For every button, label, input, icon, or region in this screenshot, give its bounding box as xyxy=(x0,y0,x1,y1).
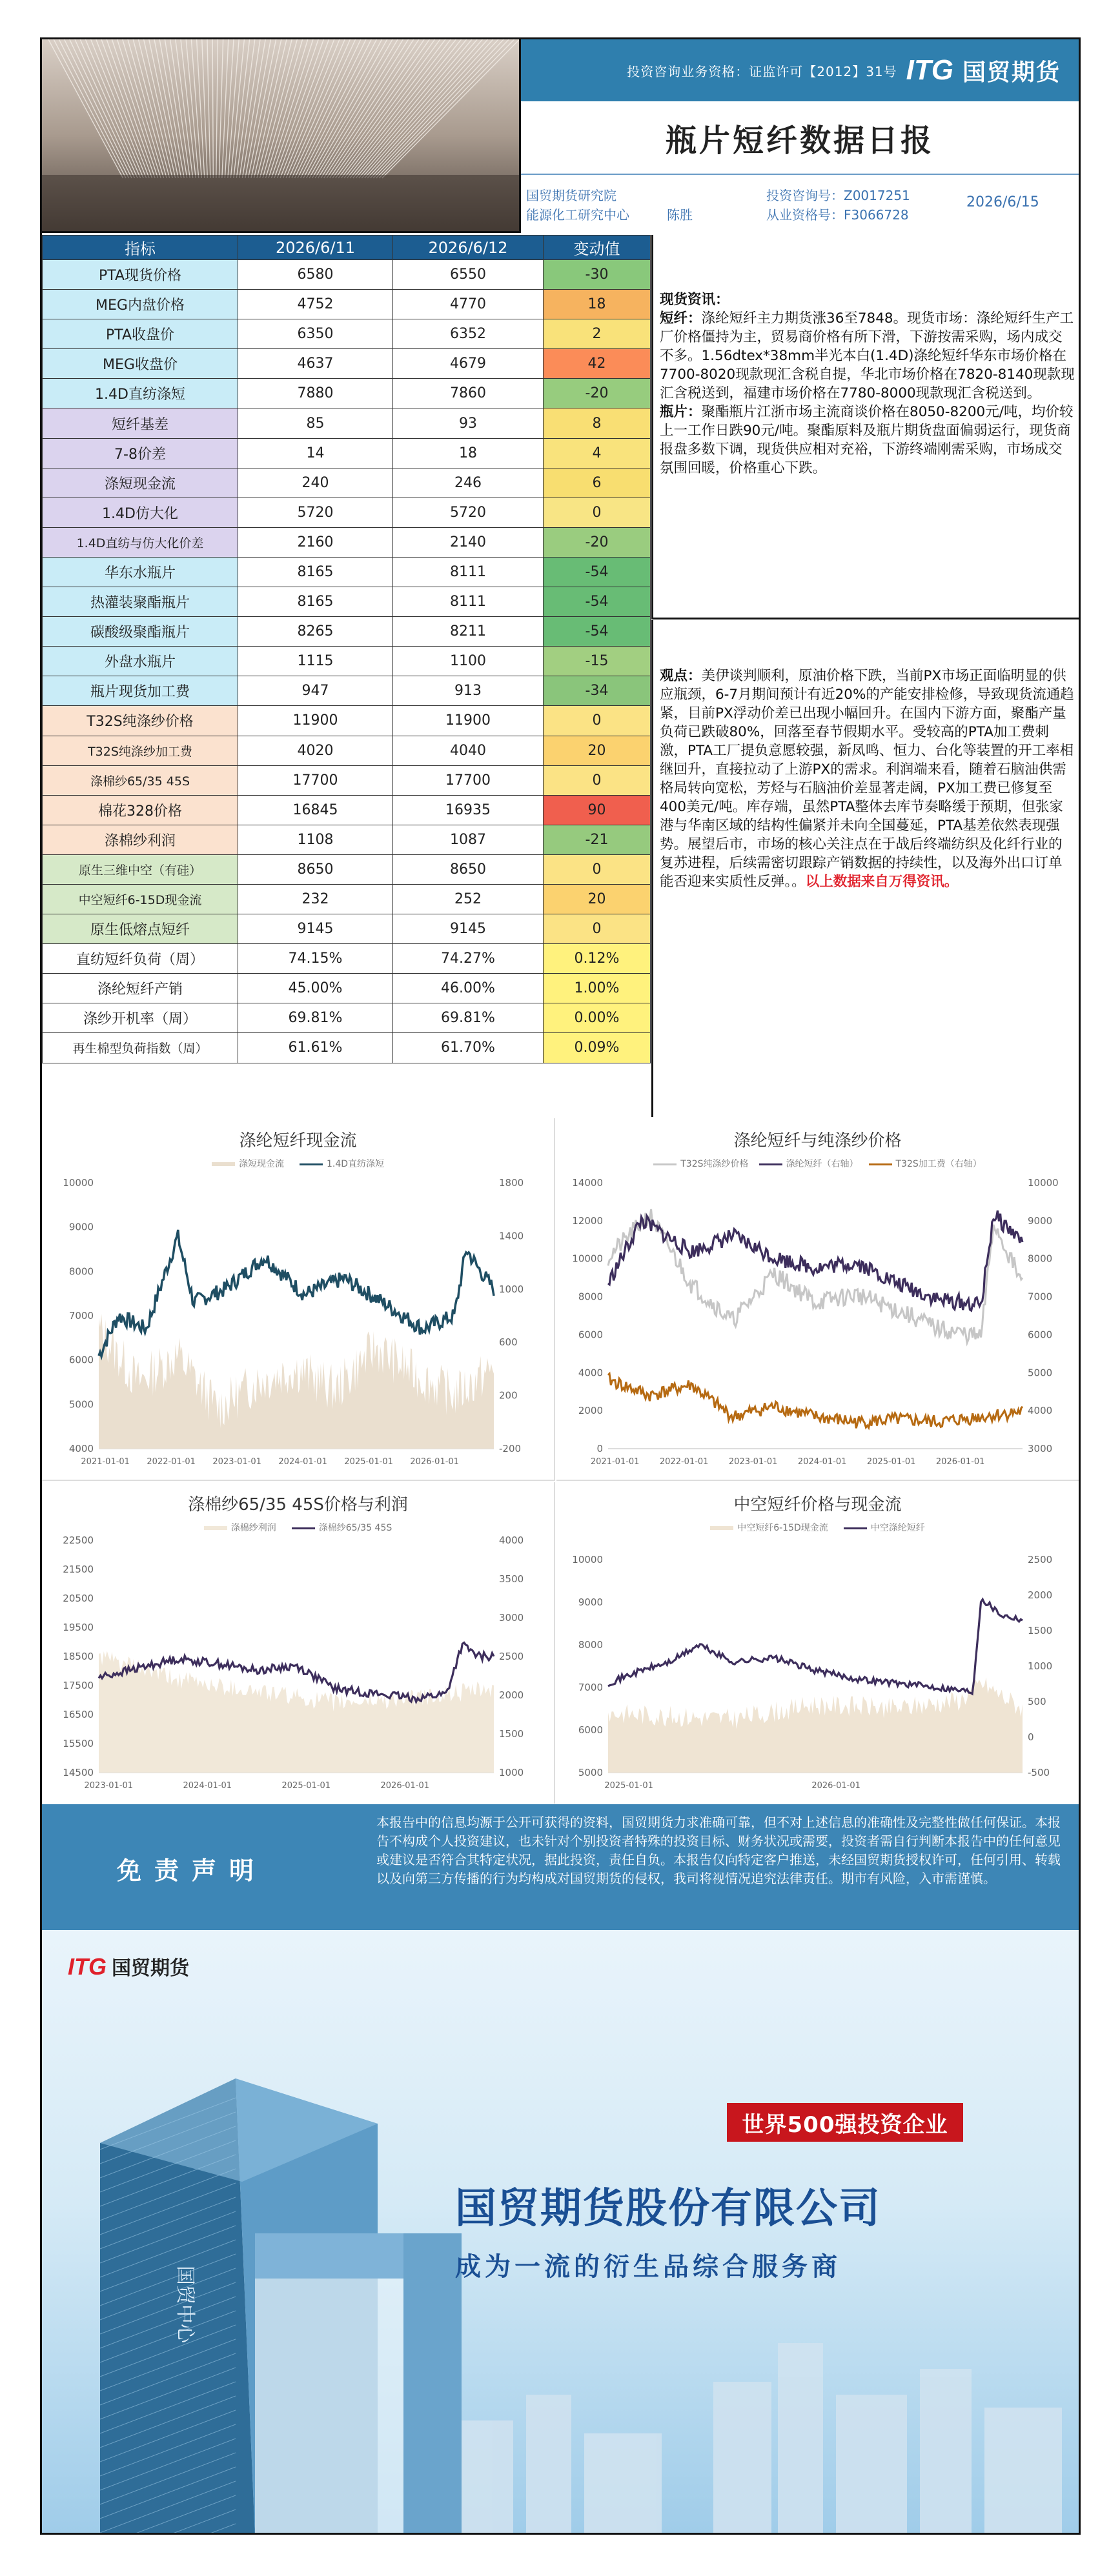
value-cell: 85 xyxy=(238,408,393,438)
spot-bp-text: 聚酯瓶片江浙市场主流商谈价格在8050-8200元/吨，均价较上一工作日跌90元/吨。聚酯原料及瓶片期货盘面偏弱运行，现货商报盘多数下调，现货供应相对充裕，下游终端刚需采购，市场成交氛围回暖，价格重心下跌。 xyxy=(660,404,1074,476)
left-tick-label: 12000 xyxy=(572,1214,603,1227)
value-cell: 1108 xyxy=(238,825,393,854)
x-tick-label: 2022-01-01 xyxy=(659,1457,709,1467)
change-value: -54 xyxy=(544,587,651,617)
change-value: 0 xyxy=(544,498,651,527)
value-cell: 240 xyxy=(238,468,393,498)
left-tick-label: 18500 xyxy=(63,1651,94,1662)
series-line-yarn-price xyxy=(608,1209,1023,1343)
value-cell: 947 xyxy=(238,676,393,706)
right-tick-label: 4000 xyxy=(499,1535,524,1546)
table-row xyxy=(43,676,651,706)
brand-name: 国贸期货 xyxy=(962,59,1061,86)
view-panel xyxy=(651,620,1081,1117)
left-tick-label: 5000 xyxy=(68,1398,94,1411)
x-tick-label: 2024-01-01 xyxy=(797,1457,847,1467)
x-tick-label: 2023-01-01 xyxy=(84,1781,134,1791)
table-row xyxy=(43,379,651,408)
value-cell: 6350 xyxy=(238,319,393,349)
value-cell: 61.61% xyxy=(238,1033,393,1063)
x-tick-label: 2025-01-01 xyxy=(866,1457,916,1467)
company-name: 国贸期货股份有限公司 xyxy=(455,2185,881,2233)
indicator-name: 涤纶短纤产销 xyxy=(43,974,238,1003)
legend-item: 涤短现金流 xyxy=(212,1157,284,1170)
indicator-name: 外盘水瓶片 xyxy=(43,647,238,676)
x-tick-label: 2023-01-01 xyxy=(728,1457,778,1467)
left-tick-label: 19500 xyxy=(63,1622,94,1633)
change-value: 0 xyxy=(544,765,651,795)
right-tick-label: 600 xyxy=(499,1336,518,1349)
change-value: -54 xyxy=(544,617,651,647)
indicator-name: 碳酸级聚酯瓶片 xyxy=(43,617,238,647)
value-cell: 74.27% xyxy=(393,944,544,974)
table-row xyxy=(43,260,651,290)
report-page xyxy=(40,37,1081,2535)
table-header-row xyxy=(43,236,651,260)
series-line-processing-fee xyxy=(608,1374,1023,1429)
table-row xyxy=(43,944,651,974)
right-tick-label: 1800 xyxy=(499,1177,524,1189)
value-cell: 1100 xyxy=(393,647,544,676)
value-cell: 6352 xyxy=(393,319,544,349)
value-cell: 913 xyxy=(393,676,544,706)
right-tick-label: 10000 xyxy=(1028,1177,1059,1189)
right-tick-label: 1500 xyxy=(499,1728,524,1740)
promo-banner xyxy=(42,1930,1079,2535)
change-value: 6 xyxy=(544,468,651,498)
table-row xyxy=(43,706,651,736)
value-cell: 8650 xyxy=(393,854,544,884)
change-value: 20 xyxy=(544,884,651,914)
table-row xyxy=(43,825,651,854)
left-tick-label: 7000 xyxy=(578,1682,603,1693)
chart-fiber-yarn-price xyxy=(556,1118,1079,1481)
right-tick-label: 6000 xyxy=(1028,1329,1053,1341)
left-tick-label: 6000 xyxy=(578,1329,603,1341)
value-cell: 8650 xyxy=(238,854,393,884)
indicator-name: 热灌装聚酯瓶片 xyxy=(43,587,238,617)
right-tick-label: 8000 xyxy=(1028,1253,1053,1265)
value-cell: 45.00% xyxy=(238,974,393,1003)
view-label: 观点： xyxy=(660,668,702,684)
left-tick-label: 14000 xyxy=(572,1177,603,1189)
change-value: 2 xyxy=(544,319,651,349)
chart-blend-yarn xyxy=(42,1482,555,1804)
indicator-name: 涤短现金流 xyxy=(43,468,238,498)
table-row xyxy=(43,438,651,468)
left-tick-label: 4000 xyxy=(68,1443,94,1454)
left-tick-label: 8000 xyxy=(578,1639,603,1651)
chart-hollow-fiber xyxy=(556,1482,1079,1804)
header-brand-band xyxy=(521,39,1079,101)
value-cell: 4679 xyxy=(393,349,544,379)
left-tick-label: 5000 xyxy=(578,1767,603,1778)
x-tick-label: 2023-01-01 xyxy=(212,1457,261,1467)
right-tick-label: -500 xyxy=(1028,1767,1050,1778)
change-value: 1.00% xyxy=(544,974,651,1003)
value-cell: 74.15% xyxy=(238,944,393,974)
right-tick-label: 9000 xyxy=(1028,1214,1053,1227)
value-cell: 9145 xyxy=(393,914,544,944)
value-cell: 14 xyxy=(238,438,393,468)
indicator-name: 1.4D仿大化 xyxy=(43,498,238,527)
indicator-name: 7-8价差 xyxy=(43,438,238,468)
table-row xyxy=(43,408,651,438)
series-area-profit xyxy=(99,1651,494,1773)
left-tick-label: 4000 xyxy=(578,1367,603,1379)
value-cell: 1115 xyxy=(238,647,393,676)
column-header: 指标 xyxy=(43,236,238,260)
chart-title: 中空短纤价格与现金流 xyxy=(733,1495,902,1514)
consult-number: 投资咨询号：Z0017251 xyxy=(766,188,910,203)
left-tick-label: 15500 xyxy=(63,1738,94,1749)
legend-item: 涤棉纱利润 xyxy=(204,1521,276,1534)
series-line-direct-spun xyxy=(99,1230,494,1356)
value-cell: 4752 xyxy=(238,290,393,319)
left-tick-label: 21500 xyxy=(63,1564,94,1575)
indicator-name: 中空短纤6-15D现金流 xyxy=(43,884,238,914)
right-tick-label: 1000 xyxy=(499,1767,524,1778)
x-tick-label: 2021-01-01 xyxy=(81,1457,130,1467)
indicator-name: MEG内盘价格 xyxy=(43,290,238,319)
change-value: 0.09% xyxy=(544,1033,651,1063)
left-tick-label: 7000 xyxy=(68,1310,94,1322)
indicator-name: 1.4D直纺与仿大化价差 xyxy=(43,527,238,557)
report-title: 瓶片短纤数据日报 xyxy=(521,101,1079,175)
change-value: 4 xyxy=(544,438,651,468)
table-row xyxy=(43,974,651,1003)
x-tick-label: 2024-01-01 xyxy=(183,1781,232,1791)
analyst: 陈胜 xyxy=(667,207,693,223)
table-row xyxy=(43,557,651,587)
right-tick-label: 2000 xyxy=(499,1689,524,1701)
right-tick-label: 200 xyxy=(499,1389,518,1402)
change-value: -15 xyxy=(544,647,651,676)
value-cell: 252 xyxy=(393,884,544,914)
change-value: -20 xyxy=(544,379,651,408)
indicator-name: 华东水瓶片 xyxy=(43,557,238,587)
indicator-name: 1.4D直纺涤短 xyxy=(43,379,238,408)
right-tick-label: 1000 xyxy=(499,1283,524,1295)
value-cell: 16935 xyxy=(393,795,544,825)
table-row xyxy=(43,1033,651,1063)
left-tick-label: 17500 xyxy=(63,1680,94,1691)
table-row xyxy=(43,854,651,884)
spot-sf-label: 短纤： xyxy=(660,310,702,327)
report-date: 2026/6/15 xyxy=(966,194,1039,210)
value-cell: 17700 xyxy=(238,765,393,795)
x-tick-label: 2025-01-01 xyxy=(604,1781,653,1791)
itg-logo: ITG xyxy=(906,54,953,86)
left-tick-label: 22500 xyxy=(63,1535,94,1546)
value-cell: 18 xyxy=(393,438,544,468)
value-cell: 61.70% xyxy=(393,1033,544,1063)
indicator-name: MEG收盘价 xyxy=(43,349,238,379)
value-cell: 4770 xyxy=(393,290,544,319)
left-tick-label: 8000 xyxy=(578,1291,603,1303)
table-row xyxy=(43,795,651,825)
promo-logo: ITG 国贸期货 xyxy=(68,1953,189,1980)
disclaimer-text: 本报告中的信息均源于公开可获得的资料，国贸期货力求准确可靠，但不对上述信息的准确性及完整性做任何保证。本报告不构成个人投资建议，也未针对个别投资者特殊的投资目标、财务状况或需要，投资者需自行判断本报告中的任何意见或建议是否符合其特定状况，据此投资，责任自负。本报告仅向特定客户推送，未经国贸期货授权许可，任何引用、转载以及向第三方传播的行为均构成对国贸期货的侵权，我司将视情况追究法律责任。期市有风险，入市需谨慎。 xyxy=(376,1815,1061,1886)
chart-title: 涤棉纱65/35 45S价格与利润 xyxy=(188,1495,408,1514)
indicator-name: 涤纱开机率（周） xyxy=(43,1003,238,1033)
legend-item: 中空短纤6-15D现金流 xyxy=(710,1521,828,1534)
table-row xyxy=(43,527,651,557)
value-cell: 17700 xyxy=(393,765,544,795)
disclaimer-title: 免责声明 xyxy=(117,1857,267,1885)
indicator-name: 涤棉纱利润 xyxy=(43,825,238,854)
left-tick-label: 10000 xyxy=(63,1177,94,1189)
left-tick-label: 2000 xyxy=(578,1405,603,1417)
value-cell: 8211 xyxy=(393,617,544,647)
x-tick-label: 2024-01-01 xyxy=(278,1457,327,1467)
change-value: 0 xyxy=(544,854,651,884)
indicator-name: PTA收盘价 xyxy=(43,319,238,349)
value-cell: 7860 xyxy=(393,379,544,408)
left-tick-label: 6000 xyxy=(68,1354,94,1366)
table-row xyxy=(43,647,651,676)
legend-item: 中空涤纶短纤 xyxy=(844,1521,925,1534)
indicator-name: 棉花328价格 xyxy=(43,795,238,825)
chart-title: 涤纶短纤现金流 xyxy=(239,1131,357,1151)
right-tick-label: 3000 xyxy=(1028,1443,1053,1454)
institute: 国贸期货研究院 xyxy=(526,188,616,203)
indicator-name: 再生棉型负荷指数（周） xyxy=(43,1033,238,1063)
change-value: -54 xyxy=(544,557,651,587)
value-cell: 6580 xyxy=(238,260,393,290)
x-tick-label: 2026-01-01 xyxy=(380,1781,430,1791)
right-tick-label: 3500 xyxy=(499,1573,524,1585)
view-text: 美伊谈判顺利，原油价格下跌，当前PX市场正面临明显的供应瓶颈，6-7月期间预计有近20%的产能安排检修，导致现货流通趋紧，目前PX浮动价差已出现小幅回升。在国内下游方面，聚酯产量负荷已跌破80%，回落至春节假期水平。受较高的PTA加工费刺激，PTA工厂提负意愿较强，新凤鸣、恒力、台化等装置的开工率相继回升，直接拉动了上游PX的需求。利润端来看，随着石脑油供需格局转向宽松，芳烃与石脑油价差显著走阔，PX加工费已修复至400美元/吨。库存端，虽然PTA整体去库节奏略缓于预期，但张家港与华南区域的结构性偏紧并未向全国蔓延，PTA基差依然表现强势。展望后市，市场的核心关注点在于战后终端纺织及化纤行业的复苏进程，后续需密切跟踪产销数据的持续性，以及海外出口订单能否迎来实质性反弹。。 xyxy=(660,668,1074,890)
spot-news-panel xyxy=(651,235,1081,619)
column-header: 2026/6/11 xyxy=(238,236,393,260)
change-value: 20 xyxy=(544,736,651,765)
series-line-hollow-fiber xyxy=(608,1600,1023,1695)
value-cell: 16845 xyxy=(238,795,393,825)
data-source-note: 以上数据来自万得资讯。 xyxy=(805,874,959,890)
change-value: -21 xyxy=(544,825,651,854)
indicator-name: 原生三维中空（有硅） xyxy=(43,854,238,884)
chart-title: 涤纶短纤与纯涤纱价格 xyxy=(733,1131,902,1151)
change-value: 8 xyxy=(544,408,651,438)
value-cell: 11900 xyxy=(393,706,544,736)
legend-item: 涤棉纱65/35 45S xyxy=(292,1521,392,1534)
value-cell: 4637 xyxy=(238,349,393,379)
table-row xyxy=(43,765,651,795)
value-cell: 4040 xyxy=(393,736,544,765)
change-value: -20 xyxy=(544,527,651,557)
change-value: 18 xyxy=(544,290,651,319)
legend-item: T32S纯涤纱价格 xyxy=(653,1157,748,1170)
left-tick-label: 9000 xyxy=(68,1221,94,1233)
value-cell: 8165 xyxy=(238,557,393,587)
right-tick-label: 500 xyxy=(1028,1696,1046,1707)
right-tick-label: 3000 xyxy=(499,1612,524,1624)
left-tick-label: 16500 xyxy=(63,1709,94,1720)
table-row xyxy=(43,349,651,379)
chart-cashflow xyxy=(42,1118,555,1481)
right-tick-label: 5000 xyxy=(1028,1367,1053,1379)
table-row xyxy=(43,1003,651,1033)
right-tick-label: 2500 xyxy=(1028,1554,1053,1565)
value-cell: 232 xyxy=(238,884,393,914)
spot-news-title: 现货资讯： xyxy=(660,292,729,308)
value-cell: 8111 xyxy=(393,557,544,587)
change-value: 0 xyxy=(544,706,651,736)
left-tick-label: 20500 xyxy=(63,1593,94,1604)
column-header: 2026/6/12 xyxy=(393,236,544,260)
company-slogan: 成为一流的衍生品综合服务商 xyxy=(455,2252,841,2282)
table-row xyxy=(43,587,651,617)
table-row xyxy=(43,498,651,527)
left-tick-label: 8000 xyxy=(68,1265,94,1278)
qualification-number: 从业资格号：F3066728 xyxy=(766,207,909,223)
indicator-name: T32S纯涤纱价格 xyxy=(43,706,238,736)
value-cell: 8165 xyxy=(238,587,393,617)
table-row xyxy=(43,468,651,498)
indicator-name: 原生低熔点短纤 xyxy=(43,914,238,944)
left-tick-label: 9000 xyxy=(578,1596,603,1608)
indicator-name: 瓶片现货加工费 xyxy=(43,676,238,706)
change-value: 0.00% xyxy=(544,1003,651,1033)
right-tick-label: 1400 xyxy=(499,1230,524,1242)
right-tick-label: 4000 xyxy=(1028,1405,1053,1417)
x-tick-label: 2026-01-01 xyxy=(935,1457,985,1467)
value-cell: 5720 xyxy=(238,498,393,527)
indicator-name: 直纺短纤负荷（周） xyxy=(43,944,238,974)
indicator-name: T32S纯涤纱加工费 xyxy=(43,736,238,765)
disclaimer-band xyxy=(42,1804,1079,1930)
right-tick-label: -200 xyxy=(499,1443,522,1454)
table-row xyxy=(43,319,651,349)
value-cell: 93 xyxy=(393,408,544,438)
x-tick-label: 2021-01-01 xyxy=(590,1457,640,1467)
indicator-table xyxy=(42,235,651,1063)
table-row xyxy=(43,914,651,944)
spot-bp-label: 瓶片： xyxy=(660,404,702,420)
x-tick-label: 2022-01-01 xyxy=(147,1457,196,1467)
x-tick-label: 2025-01-01 xyxy=(281,1781,331,1791)
column-header: 变动值 xyxy=(544,236,651,260)
change-value: 90 xyxy=(544,795,651,825)
value-cell: 4020 xyxy=(238,736,393,765)
indicator-name: 短纤基差 xyxy=(43,408,238,438)
value-cell: 2140 xyxy=(393,527,544,557)
series-line-staple-fiber xyxy=(608,1211,1023,1311)
change-value: 0.12% xyxy=(544,944,651,974)
legend-item: T32S加工费（右轴） xyxy=(869,1157,982,1170)
legend-item: 涤纶短纤（右轴） xyxy=(759,1157,859,1170)
right-tick-label: 2000 xyxy=(1028,1589,1053,1601)
change-value: -30 xyxy=(544,260,651,290)
indicator-name: PTA现货价格 xyxy=(43,260,238,290)
value-cell: 1087 xyxy=(393,825,544,854)
change-value: 42 xyxy=(544,349,651,379)
header-meta xyxy=(521,176,1079,233)
left-tick-label: 10000 xyxy=(572,1554,603,1565)
left-tick-label: 10000 xyxy=(572,1253,603,1265)
license-text: 投资咨询业务资格：证监许可【2012】31号 xyxy=(627,63,897,79)
value-cell: 9145 xyxy=(238,914,393,944)
value-cell: 5720 xyxy=(393,498,544,527)
value-cell: 2160 xyxy=(238,527,393,557)
table-row xyxy=(43,884,651,914)
value-cell: 246 xyxy=(393,468,544,498)
building-sign: 国贸中心 xyxy=(174,2266,196,2343)
value-cell: 69.81% xyxy=(238,1003,393,1033)
value-cell: 69.81% xyxy=(393,1003,544,1033)
change-value: -34 xyxy=(544,676,651,706)
value-cell: 11900 xyxy=(238,706,393,736)
right-tick-label: 1000 xyxy=(1028,1660,1053,1672)
right-tick-label: 1500 xyxy=(1028,1625,1053,1636)
table-row xyxy=(43,736,651,765)
x-tick-label: 2026-01-01 xyxy=(410,1457,459,1467)
value-cell: 6550 xyxy=(393,260,544,290)
left-tick-label: 6000 xyxy=(578,1724,603,1736)
right-tick-label: 2500 xyxy=(499,1651,524,1662)
value-cell: 7880 xyxy=(238,379,393,408)
value-cell: 8265 xyxy=(238,617,393,647)
spot-sf-text: 涤纶短纤主力期货涨36至7848。现货市场：涤纶短纤生产工厂价格僵持为主，贸易商价格有所下滑，下游按需采购，场内成交不多。1.56dtex*38mm半光本白(1.4D)涤纶短纤华东市场价格在7700-8020现款现汇含税自提，华北市场价格在7820-8140现款现汇含税送到，福建市场价格在7780-8000现款现汇含税送到。 xyxy=(660,310,1075,401)
indicator-name: 涤棉纱65/35 45S xyxy=(43,765,238,795)
left-tick-label: 14500 xyxy=(63,1767,94,1778)
header-loom-photo xyxy=(42,39,521,233)
fortune500-badge: 世界500强投资企业 xyxy=(727,2103,963,2142)
value-cell: 46.00% xyxy=(393,974,544,1003)
left-tick-label: 0 xyxy=(596,1443,603,1454)
x-tick-label: 2025-01-01 xyxy=(344,1457,393,1467)
right-tick-label: 0 xyxy=(1028,1731,1034,1743)
series-area-cashflow xyxy=(99,1314,494,1449)
table-row xyxy=(43,290,651,319)
department: 能源化工研究中心 xyxy=(526,207,629,223)
right-tick-label: 7000 xyxy=(1028,1291,1053,1303)
value-cell: 8111 xyxy=(393,587,544,617)
change-value: 0 xyxy=(544,914,651,944)
x-tick-label: 2026-01-01 xyxy=(811,1781,860,1791)
table-row xyxy=(43,617,651,647)
legend-item: 1.4D直纺涤短 xyxy=(300,1157,384,1170)
